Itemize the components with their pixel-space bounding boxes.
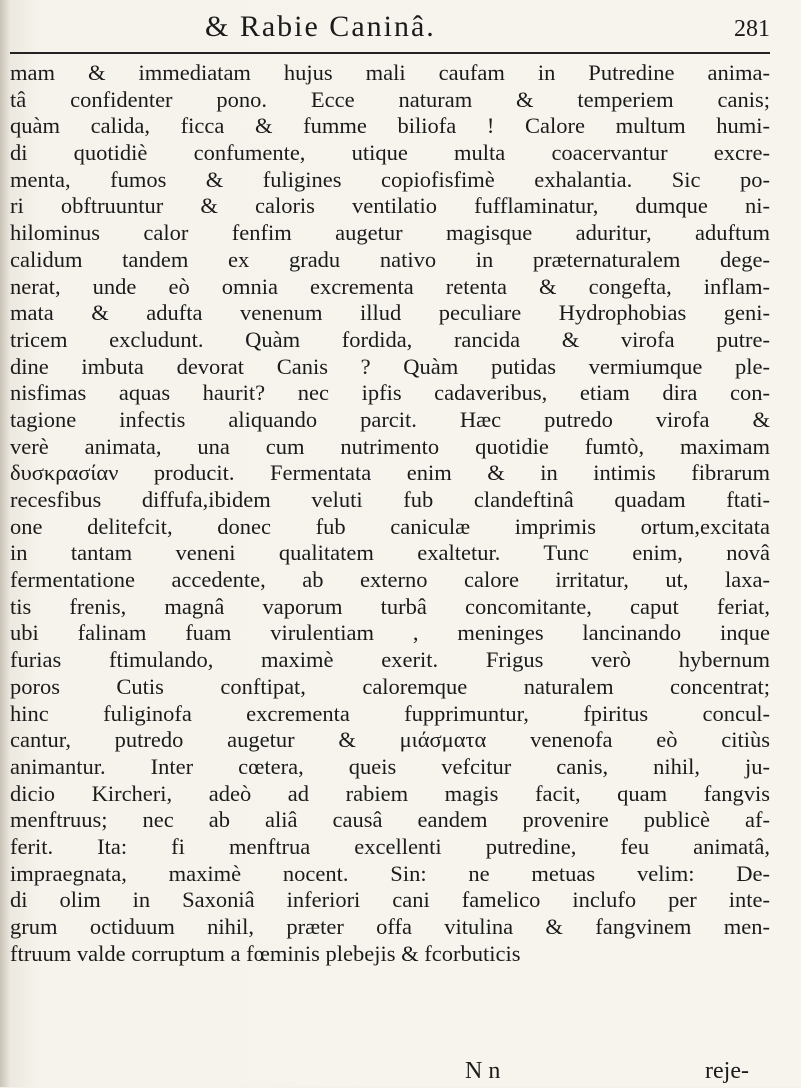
text-line: calidum tandem ex gradu nativo in præternaturalem dege-: [10, 246, 770, 272]
text-line: hinc fuliginofa excrementa fupprimuntur, fpiritus concul-: [10, 700, 770, 726]
text-line: nisfimas aquas haurit? nec ipfis cadaveribus, etiam dira con-: [10, 380, 770, 406]
text-line: cantur, putredo augetur & μιάσματα venenofa eò citiùs: [10, 727, 770, 753]
text-line: impraegnata, maximè nocent. Sin: ne metuas velim: De-: [10, 860, 770, 886]
text-line: poros Cutis conftipat, caloremque naturalem concentrat;: [10, 673, 770, 699]
text-line: hilominus calor fenfim augetur magisque aduritur, aduftum: [10, 220, 770, 246]
text-line: ubi falinam fuam virulentiam , meninges lancinando inque: [10, 620, 770, 646]
text-line: mata & adufta venenum illud peculiare Hydrophobias geni-: [10, 300, 770, 326]
text-line: tâ confidenter pono. Ecce naturam & temperiem canis;: [10, 86, 770, 112]
page-header: [0, 6, 801, 46]
text-line: menta, fumos & fuligines copiofisfimè exhalantia. Sic po-: [10, 166, 770, 192]
text-line: di olim in Saxoniâ inferiori cani famelico inclufo per inte-: [10, 887, 770, 913]
signature-mark: N n: [465, 1058, 501, 1084]
text-line: dicio Kircheri, adeò ad rabiem magis facit, quam fangvis: [10, 780, 770, 806]
text-line: ftruum valde corruptum a fœminis plebejis & fcorbuticis: [10, 940, 521, 966]
text-line: δυσκρασίαν producit. Fermentata enim & in intimis fibrarum: [10, 460, 770, 486]
page-gutter: [0, 0, 10, 1087]
text-line: nerat, unde eò omnia excrementa retenta & congefta, inflam-: [10, 273, 770, 299]
text-line: grum octiduum nihil, præter offa vitulina & fangvinem men-: [10, 914, 770, 939]
text-line: animantur. Inter cœtera, queis vefcitur canis, nihil, ju-: [10, 753, 770, 779]
catchword: reje-: [705, 1058, 749, 1084]
text-line: dine imbuta devorat Canis ? Quàm putidas vermiumque ple-: [10, 353, 770, 379]
text-line: di quotidiè confumente, utique multa coacervantur excre-: [10, 140, 770, 166]
text-line: in tantam veneni qualitatem exaltetur. Tunc enim, novâ: [10, 540, 770, 566]
text-line: quàm calida, ficca & fumme biliofa ! Calore multum humi-: [10, 113, 770, 139]
text-line: furias ftimulando, maximè exerit. Frigus verò hybernum: [10, 647, 770, 673]
page-number: 281: [734, 16, 770, 42]
text-line: ri obftruuntur & caloris ventilatio fufflaminatur, dumque ni-: [10, 193, 770, 219]
text-line: one delitefcit, donec fub caniculæ imprimis ortum,excitata: [10, 513, 770, 539]
body-text: [10, 60, 770, 967]
text-line: tis frenis, magnâ vaporum turbâ concomitante, caput feriat,: [10, 593, 770, 619]
text-line: ferit. Ita: fi menftrua excellenti putredine, feu animatâ,: [10, 833, 770, 859]
text-line: recesfibus diffufa,ibidem veluti fub clandeftinâ quadam ftati-: [10, 487, 770, 512]
text-line: tagione infectis aliquando parcit. Hæc putredo virofa &: [10, 406, 770, 432]
text-line: tricem excludunt. Quàm fordida, rancida & virofa putre-: [10, 326, 770, 352]
text-line: verè animata, una cum nutrimento quotidie fumtò, maximam: [10, 433, 770, 459]
text-line: fermentatione accedente, ab externo calore irritatur, ut, laxa-: [10, 567, 770, 593]
running-head: & Rabie Caninâ.: [205, 10, 436, 43]
header-rule: [10, 52, 770, 54]
page-footer: [10, 1058, 770, 1088]
text-line: menftruus; nec ab aliâ causâ eandem provenire publicè af-: [10, 807, 770, 833]
text-line: mam & immediatam hujus mali caufam in Putredine anima-: [10, 60, 770, 85]
